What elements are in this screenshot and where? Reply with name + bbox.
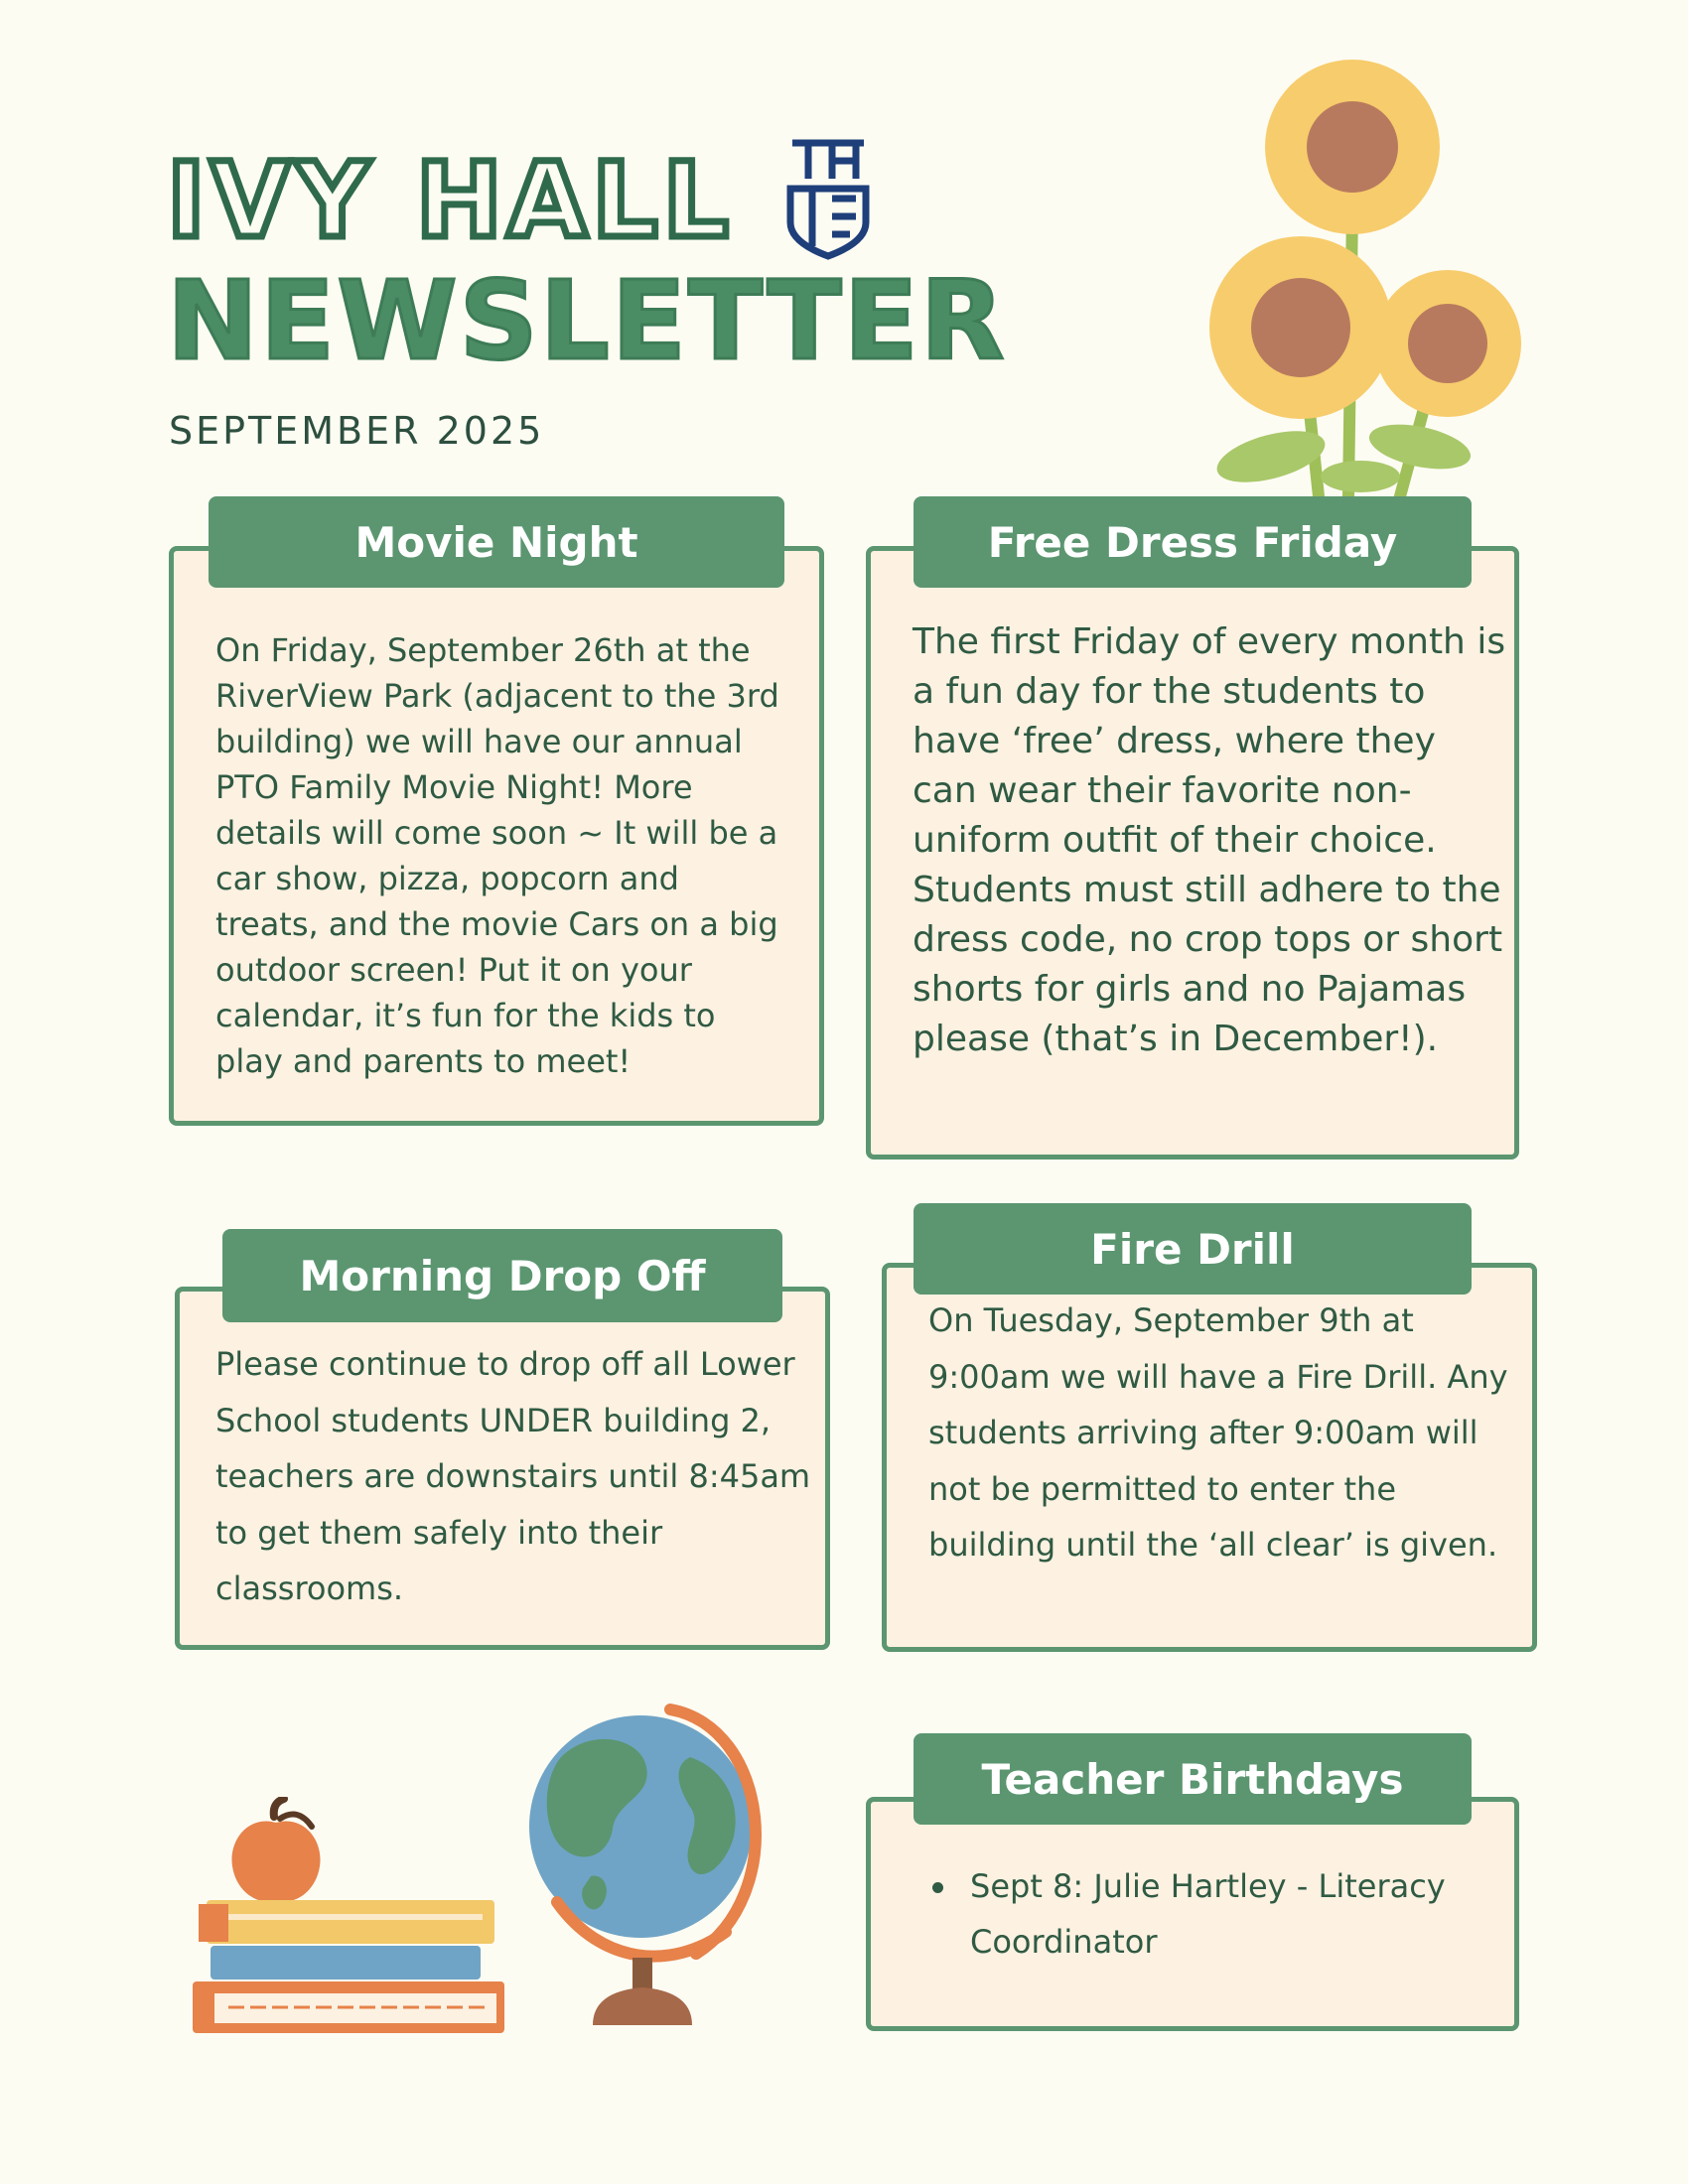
teacher-birthdays-list (928, 1858, 1484, 1970)
books-apple-illustration (189, 1797, 516, 2045)
free-dress-text: The first Friday of every month is a fun day for the students to have ‘free’ dress, where they can wear their favorite non-uniform outfit of their choice. Students must still adhere to the dress code, no crop tops or short shorts for girls and no Pajamas please (that’s in December!). (913, 621, 1506, 1059)
morning-drop-off-heading: Morning Drop Off (222, 1229, 782, 1322)
morning-drop-off-text: Please continue to drop off all Lower School students UNDER building 2, teachers are downstairs until 8:45am to get them safely into their classrooms. (215, 1345, 811, 1607)
school-crest-logo (786, 139, 870, 260)
title-ivy-hall: IVY HALL (167, 140, 734, 261)
fire-drill-heading: Fire Drill (914, 1203, 1472, 1295)
list-item: Sept 8: Julie Hartley - Literacy Coordinator (928, 1858, 1484, 1970)
free-dress-heading: Free Dress Friday (914, 496, 1472, 588)
sunflowers-illustration (1122, 30, 1559, 506)
globe-illustration (521, 1698, 789, 2035)
movie-night-text: On Friday, September 26th at the RiverView Park (adjacent to the 3rd building) we will have our annual PTO Family Movie Night! More details will come soon ~ It will be a car show, pizza, popcorn and treats, and the movie Cars on a big outdoor screen! Put it on your calendar, it’s fun for the kids to play and parents to meet! (215, 631, 779, 1080)
teacher-birthdays-heading: Teacher Birthdays (914, 1733, 1472, 1825)
movie-night-heading: Movie Night (209, 496, 784, 588)
title-newsletter: NEWSLETTER (167, 257, 1007, 384)
fire-drill-text: On Tuesday, September 9th at 9:00am we will have a Fire Drill. Any students arriving after 9:00am will not be permitted to enter the building until the ‘all clear’ is given. (928, 1301, 1508, 1564)
issue-date: SEPTEMBER 2025 (169, 409, 545, 453)
